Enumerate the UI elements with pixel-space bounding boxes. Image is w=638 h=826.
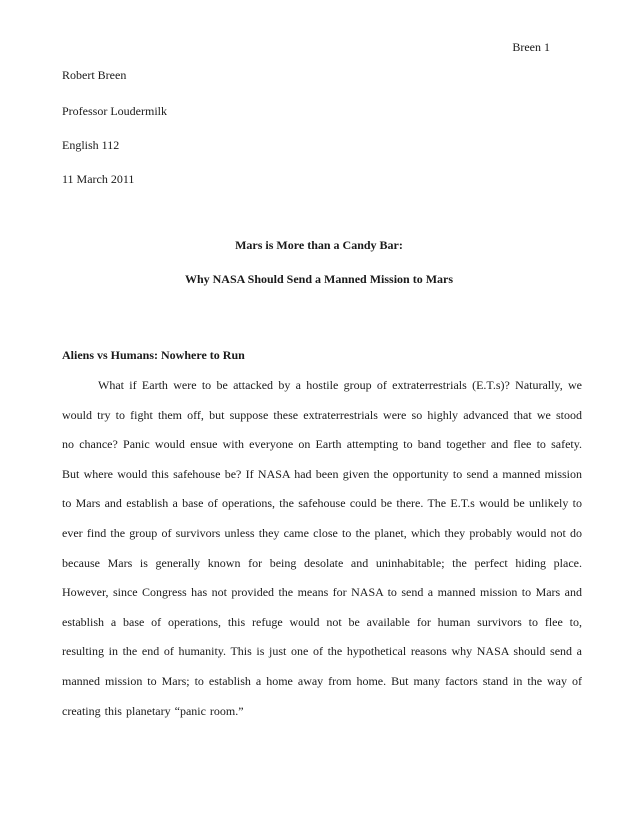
paragraph-line: What if Earth were to be attacked by a hostile group of extraterrestrials (E.T.s)? Naturally, we	[98, 378, 582, 392]
paragraph-line: However, since Congress has not provided the means for NASA to send a manned mission to Mars and	[62, 585, 582, 600]
running-head: Breen 1	[512, 40, 550, 54]
paragraph-line: But where would this safehouse be? If NASA had been given the opportunity to send a manned mission	[62, 466, 582, 481]
date-line: 11 March 2011	[62, 172, 135, 186]
course-name: English 112	[62, 138, 120, 152]
paragraph-line: manned mission to Mars; to establish a home away from home. But many factors stand in the way of	[62, 673, 582, 688]
paragraph-line: ever find the group of survivors unless they came close to the planet, which they probably would not do	[62, 525, 582, 540]
paragraph-line: no chance? Panic would ensue with everyone on Earth attempting to band together and flee to safety.	[62, 437, 582, 452]
paragraph-line: because Mars is generally known for being desolate and uninhabitable; the perfect hiding place.	[62, 555, 582, 570]
body-paragraph	[62, 378, 582, 733]
paragraph-line: resulting in the end of humanity. This is just one of the hypothetical reasons why NASA should send a	[62, 644, 582, 659]
paragraph-line: establish a base of operations, this refuge would not be available for human survivors to flee to,	[62, 614, 582, 629]
author-name: Robert Breen	[62, 68, 127, 82]
professor-name: Professor Loudermilk	[62, 104, 167, 118]
section-heading: Aliens vs Humans: Nowhere to Run	[62, 348, 245, 362]
paper-subtitle: Why NASA Should Send a Manned Mission to Mars	[184, 272, 454, 286]
paragraph-line: would try to fight them off, but suppose these extraterrestrials were so highly advanced that we stood	[62, 407, 582, 422]
paragraph-line: to Mars and establish a base of operations, the safehouse could be there. The E.T.s would be unlikely to	[62, 496, 582, 511]
paragraph-line: creating this planetary “panic room.”	[62, 703, 244, 718]
paper-title: Mars is More than a Candy Bar:	[235, 238, 403, 252]
